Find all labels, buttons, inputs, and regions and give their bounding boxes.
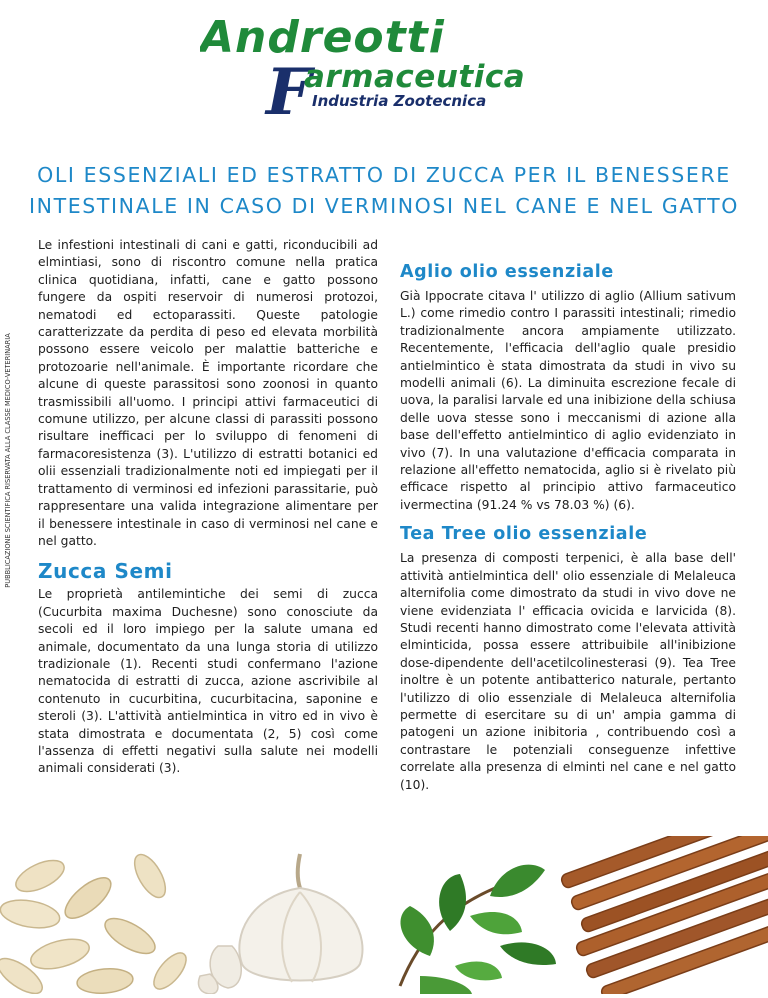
side-note: PUBBLICAZIONE SCIENTIFICA RISERVATA ALLA CLASSE MEDICO-VETERINARIA xyxy=(4,333,12,588)
section-title-aglio: Aglio olio essenziale xyxy=(400,262,614,282)
pumpkin-seeds-image xyxy=(0,850,192,994)
section-body-zucca: Le proprietà antilemintiche dei semi di zucca (Cucurbita maxima Duchesne) sono conosciute da secoli ed il loro impiego per la salute umana ed animale, documentato da una lunga storia di utilizzo tradizionale (1). Recenti studi confermano l'azione nematocida di estratti di zucca, azione ascrivibile al contenuto in cucurbitina, cucurbitacina, saponine e steroli (3). L'attività antielmintica in vitro ed in vivo è stata dimostrata e documentata (2, 5) così come l'assenza di effetti negativi sulla salute nei modelli animali considerati (3). xyxy=(38,587,378,776)
section-title-zucca: Zucca Semi xyxy=(38,559,173,584)
section-title-tea-tree: Tea Tree olio essenziale xyxy=(400,524,648,545)
garlic-image xyxy=(199,854,363,994)
page-title-line1: OLI ESSENZIALI ED ESTRATTO DI ZUCCA PER IL BENESSERE xyxy=(37,162,731,187)
right-column xyxy=(400,260,736,794)
cinnamon-sticks-image xyxy=(560,836,768,994)
brand-name-initial: F xyxy=(266,55,312,126)
intro-text: Le infestioni intestinali di cani e gatti, riconducibili ad elmintiasi, sono di riscontro comune nella pratica clinica quotidiana, infatti, cane e gatto possono fungere da ospiti reservoir di numerosi protozoi, nematodi ed ectoparassiti. Queste patologie caratterizzate da perdita di peso ed elevata morbilità possono essere veicolo per malattie batteriche e protozoarie nell'animale. È importante ricordare che alcune di queste parassitosi sono zoonosi in quanto trasmissibili all'uomo. I principi attivi farmaceutici di comune utilizzo, per alcune classi di parassiti possono risultare inefficaci per lo sviluppo di fenomeni di farmacoresistenza (3). L'utilizzo di estratti botanici ed olii essenziali tradizionalmente noti ed impiegati per il trattamento di verminosi ed infezioni parassitarie, può rappresentare una valida integrazione alimentare per il benessere intestinale in caso di verminosi nel cane e nel gatto. xyxy=(38,238,378,548)
page-title-line2: INTESTINALE IN CASO DI VERMINOSI NEL CANE E NEL GATTO xyxy=(29,193,739,218)
tea-tree-leaves-image xyxy=(400,865,556,994)
section-body-tea-tree: La presenza di composti terpenici, è alla base dell' attività antielmintica dell' olio essenziale di Melaleuca alternifolia come dimostrato da studi in vivo dove ne viene evidenziata l' efficacia ovicida e larvicida (8). Studi recenti hanno dimostrato come l'elevata attività elminticida, possa essere attribuibile all'inibizione dose-dipendente dell'acetilcolinesterasi (9). Tea Tree inoltre è un potente antibatterico naturale, pertanto l'utilizzo di olio essenziale di Melaleuca alternifolia permette di esercitare su di un' ampia gamma di patogeni un azione inibitoria , contribuendo così a contrastare le potenziali conseguenze infettive correlate alla presenza di elminti nel cane e nel gatto (10). xyxy=(400,551,736,792)
brand-name-line2: armaceutica xyxy=(304,59,526,95)
brand-logo xyxy=(200,8,580,126)
brand-tagline: Industria Zootecnica xyxy=(312,92,487,110)
section-body-aglio: Già Ippocrate citava l' utilizzo di aglio (Allium sativum L.) come rimedio contro I parassiti intestinali; rimedio tradizionalmente ancora ampiamente utilizzato. Recentemente, l'efficacia dell'aglio quale presidio antielmintico è stata dimostrata da studi in vivo su modelli animali (6). La diminuita escrezione fecale di uova, la paralisi larvale ed una inibizione della schiusa delle uova stesse sono i meccanismi di azione alla base dell'effetto antielmintico di aglio evidenziato in vivo (7). In una valutazione d'efficacia comparata in relazione all'effetto nematocida, aglio si è rivelato più efficace rispetto al principio attivo farmaceutico ivermectina (91.24 % vs 78.03 %) (6). xyxy=(400,289,736,512)
left-column xyxy=(38,237,378,778)
ingredient-images xyxy=(0,836,768,994)
page-title xyxy=(20,160,748,222)
brand-name-line1: Andreotti xyxy=(200,12,445,63)
